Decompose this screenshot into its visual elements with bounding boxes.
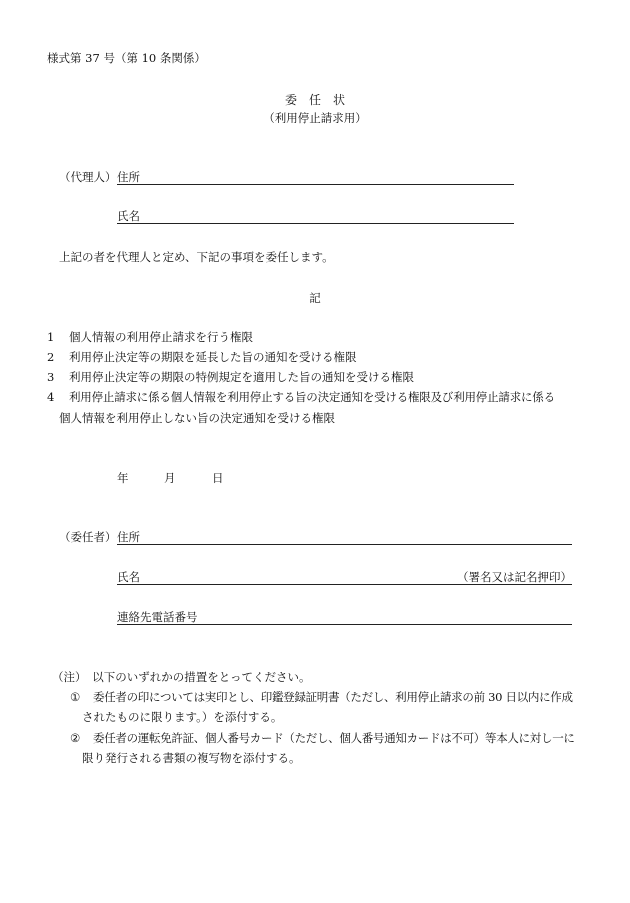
agent-name-label: 氏名 [117, 209, 140, 223]
delegator-address-label: 住所 [117, 530, 140, 544]
delegator-address-field[interactable] [117, 530, 572, 545]
date-year: 年 [117, 471, 129, 485]
note-text: 委任者の運転免許証、個人番号カード（ただし、個人番号通知カードは不可）等本人に対し一に [93, 731, 575, 745]
document-subtitle: （利用停止請求用） [263, 111, 367, 125]
delegator-label: （委任者） [59, 530, 117, 544]
item-text: 利用停止決定等の期限を延長した旨の通知を受ける権限 [69, 350, 357, 364]
agent-name-field[interactable] [117, 209, 514, 224]
item-number: 3 [47, 370, 55, 384]
note-mark: ① [70, 690, 81, 704]
delegator-name-label: 氏名 [117, 570, 140, 584]
agent-address-field[interactable] [117, 170, 514, 185]
agent-label: （代理人） [59, 170, 117, 184]
form-number: 様式第 37 号（第 10 条関係） [47, 51, 206, 65]
date-month: 月 [164, 471, 176, 485]
item-number: 1 [47, 330, 55, 344]
note-text-continuation: されたものに限ります。）を添付する。 [82, 710, 283, 724]
item-text: 利用停止決定等の期限の特例規定を適用した旨の通知を受ける権限 [69, 370, 414, 384]
seal-note: （署名又は記名押印） [457, 570, 572, 584]
note-text-continuation: 限り発行される書類の複写物を添付する。 [82, 751, 301, 765]
notes-header: （注） 以下のいずれかの措置をとってください。 [52, 670, 311, 684]
item-number: 2 [47, 350, 55, 364]
item-text: 個人情報の利用停止請求を行う権限 [69, 330, 253, 344]
item-number: 4 [47, 390, 55, 404]
ki-heading: 記 [309, 291, 321, 305]
item-text-continuation: 個人情報を利用停止しない旨の決定通知を受ける権限 [59, 411, 335, 425]
delegator-name-field[interactable] [117, 570, 572, 585]
delegator-phone-field[interactable] [117, 610, 572, 625]
note-text: 委任者の印については実印とし、印鑑登録証明書（ただし、利用停止請求の前 30 日以内に作成 [93, 690, 573, 704]
document-title: 委 任 状 [284, 93, 345, 107]
delegator-phone-label: 連絡先電話番号 [117, 610, 198, 624]
note-mark: ② [70, 731, 81, 745]
delegation-statement: 上記の者を代理人と定め、下記の事項を委任します。 [59, 250, 334, 264]
date-day: 日 [212, 471, 224, 485]
agent-address-label: 住所 [117, 170, 140, 184]
item-text: 利用停止請求に係る個人情報を利用停止する旨の決定通知を受ける権限及び利用停止請求に係る [69, 390, 555, 404]
